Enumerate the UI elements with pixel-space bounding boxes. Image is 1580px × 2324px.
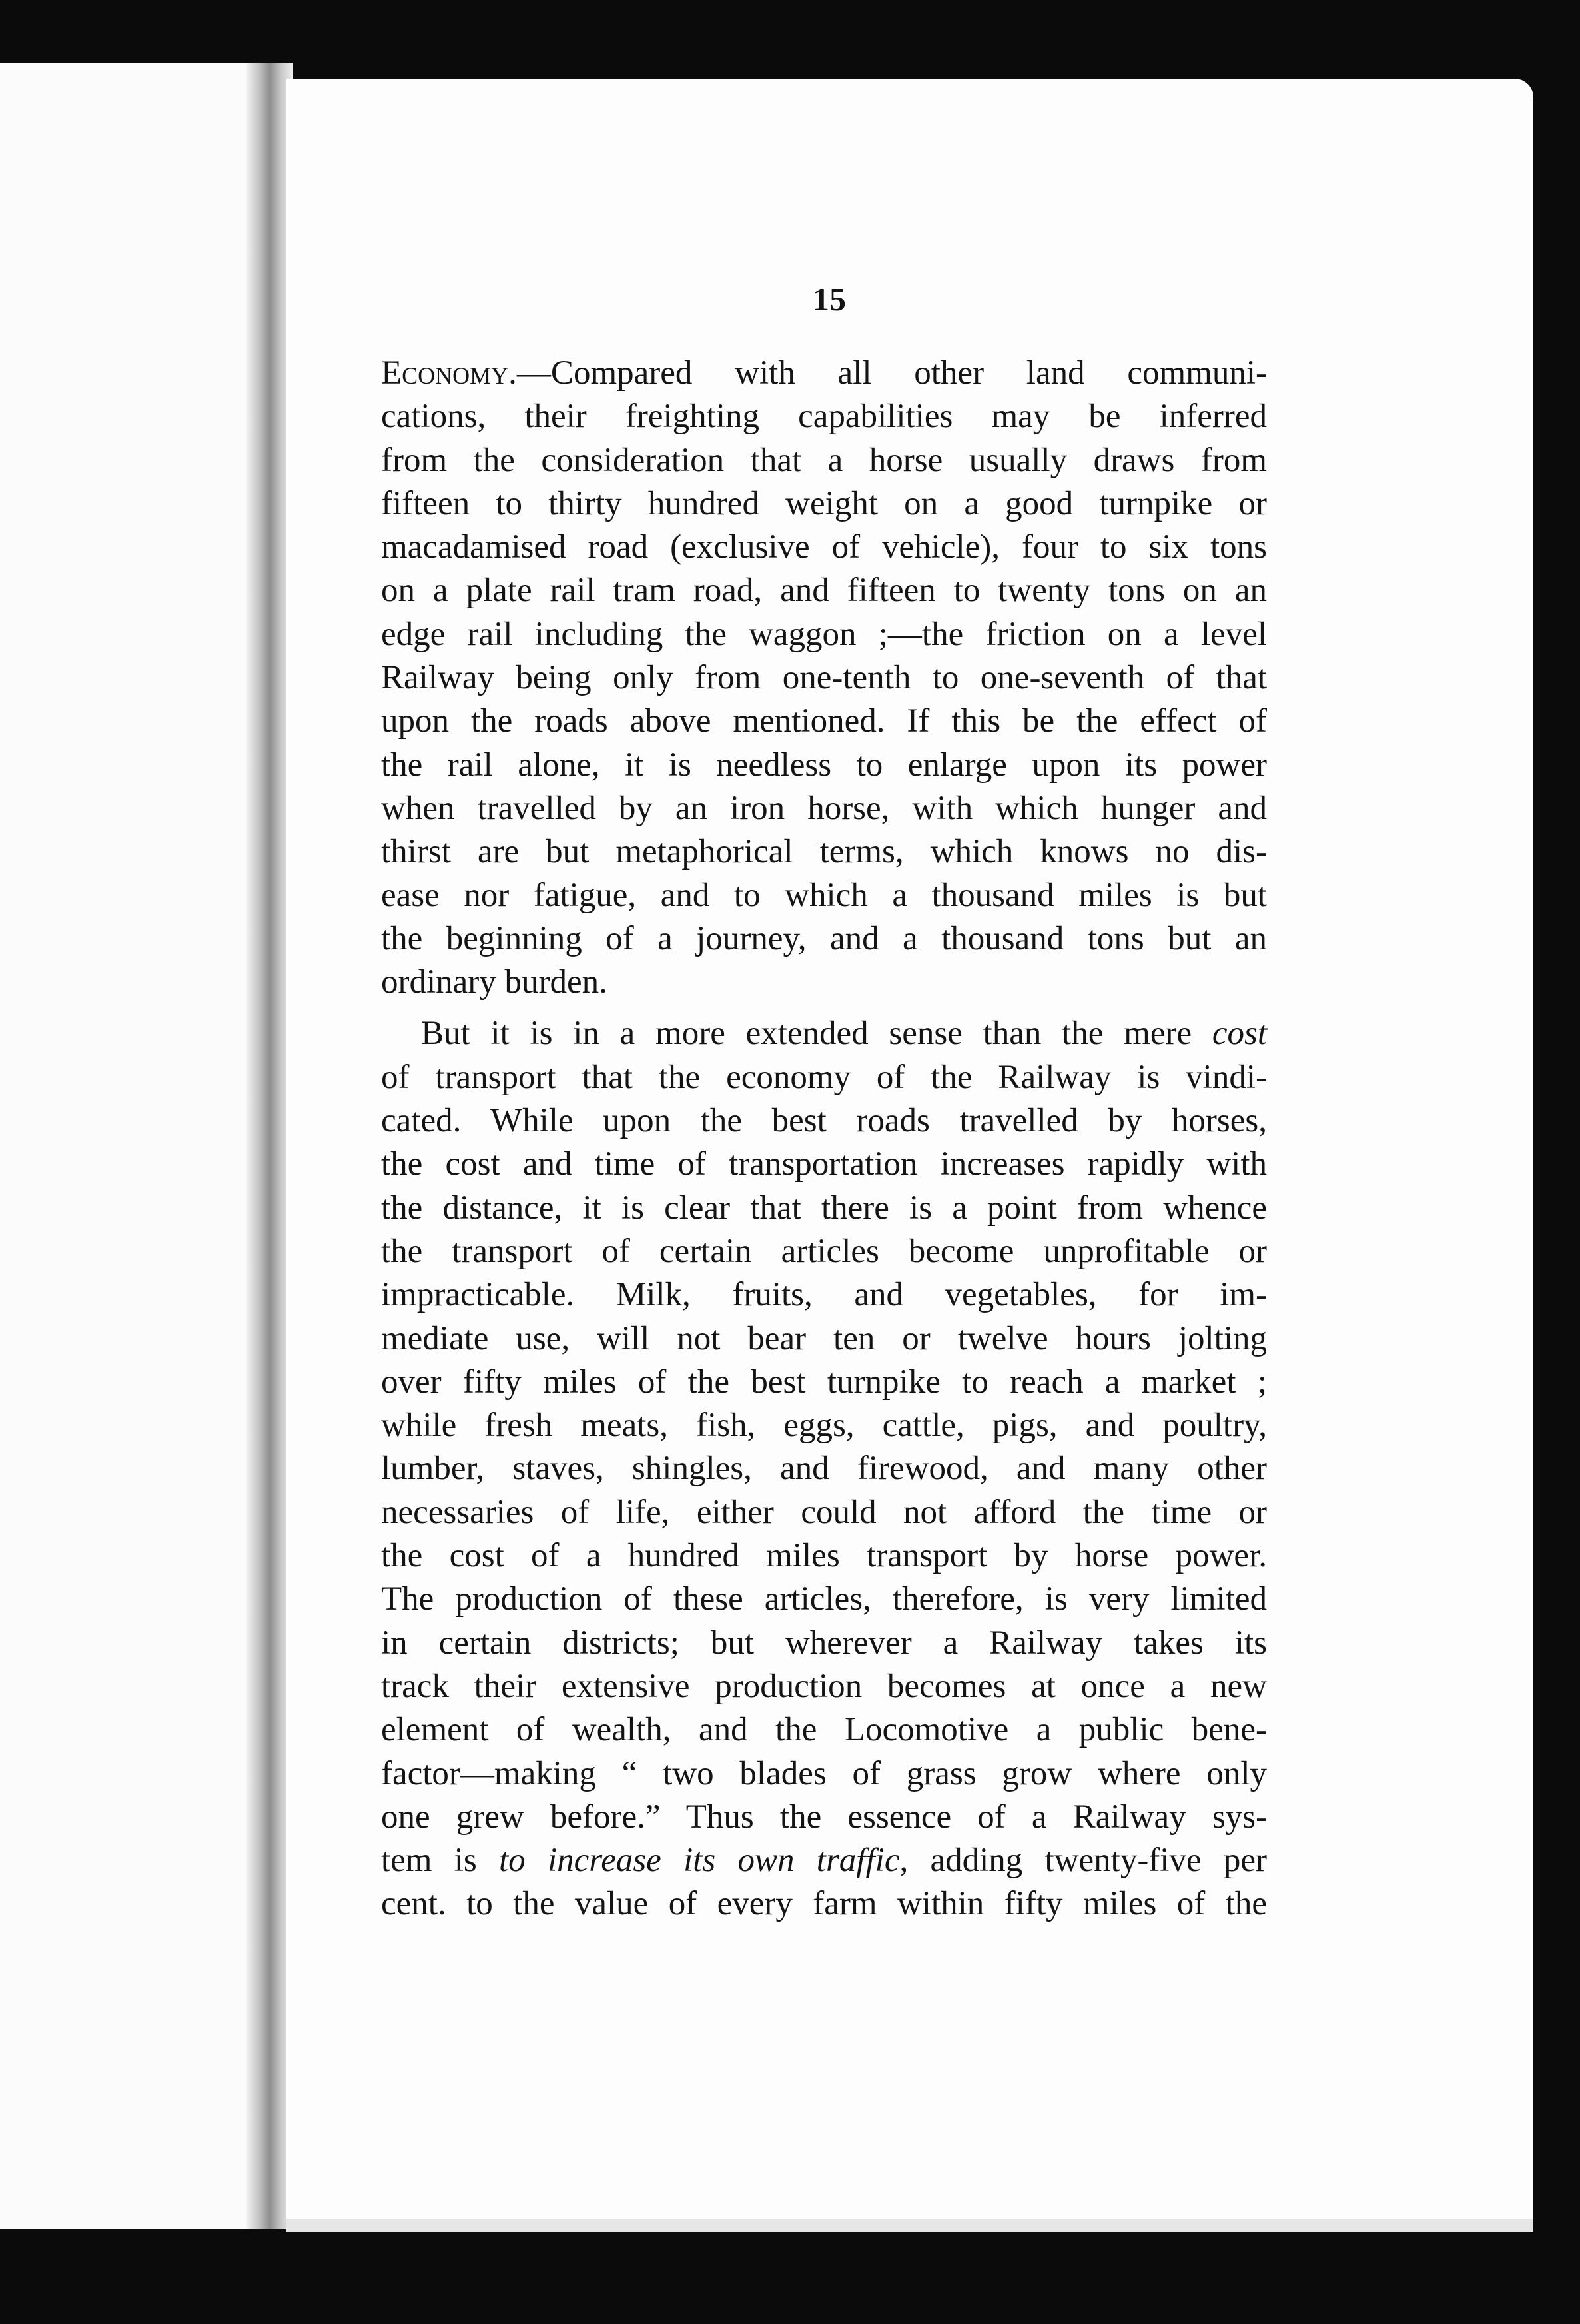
text-line: necessaries of life, either could not afford the time or bbox=[381, 1493, 1267, 1531]
text-line: cations, their freighting capabilities may be inferred bbox=[381, 398, 1267, 436]
text-line: upon the roads above mentioned. If this be the effect of bbox=[381, 702, 1267, 740]
text-line: ordinary burden. bbox=[381, 963, 607, 1001]
text-line: while fresh meats, fish, eggs, cattle, pigs, and poultry, bbox=[381, 1407, 1267, 1445]
text-line: macadamised road (exclusive of vehicle), four to six tons bbox=[381, 528, 1267, 566]
text-line: in certain districts; but wherever a Railway takes its bbox=[381, 1624, 1267, 1662]
text-line: the transport of certain articles become unprofitable or bbox=[381, 1232, 1267, 1270]
text-line: one grew before.” Thus the essence of a Railway sys- bbox=[381, 1798, 1267, 1836]
text-line: the distance, it is clear that there is a point from whence bbox=[381, 1189, 1267, 1227]
text-line: Economy.—Compared with all other land communi- bbox=[381, 354, 1267, 392]
text-line: Railway being only from one-tenth to one-seventh of that bbox=[381, 659, 1267, 697]
facing-page-text bbox=[0, 63, 273, 2229]
text-line: over fifty miles of the best turnpike to reach a market ; bbox=[381, 1363, 1267, 1401]
text-line: cated. While upon the best roads travelled by horses, bbox=[381, 1102, 1267, 1140]
text-line: on a plate rail tram road, and fifteen to twenty tons on an bbox=[381, 572, 1267, 610]
text-line: the cost and time of transportation increases rapidly with bbox=[381, 1145, 1267, 1183]
page-bottom-edge bbox=[286, 2219, 1533, 2232]
page-number: 15 bbox=[813, 281, 846, 318]
text-line: mediate use, will not bear ten or twelve hours jolting bbox=[381, 1319, 1267, 1357]
facing-page bbox=[0, 63, 273, 2229]
text-line: ease nor fatigue, and to which a thousand miles is but bbox=[381, 876, 1267, 914]
text-line: edge rail including the waggon ;—the friction on a level bbox=[381, 615, 1267, 653]
text-line: the rail alone, it is needless to enlarge upon its power bbox=[381, 746, 1267, 784]
text-line: tem is to increase its own traffic, adding twenty-five per bbox=[381, 1842, 1267, 1880]
text-line: the beginning of a journey, and a thousand tons but an bbox=[381, 919, 1267, 957]
text-line: factor—making “ two blades of grass grow where only bbox=[381, 1754, 1267, 1792]
text-line: from the consideration that a horse usually draws from bbox=[381, 441, 1267, 479]
text-line: element of wealth, and the Locomotive a public bene- bbox=[381, 1711, 1267, 1749]
text-line: impracticable. Milk, fruits, and vegetables, for im- bbox=[381, 1276, 1267, 1314]
text-line: when travelled by an iron horse, with which hunger and bbox=[381, 789, 1267, 827]
text-line: The production of these articles, therefore, is very limited bbox=[381, 1580, 1267, 1618]
text-line: thirst are but metaphorical terms, which knows no dis- bbox=[381, 833, 1267, 871]
text-line: fifteen to thirty hundred weight on a good turnpike or bbox=[381, 484, 1267, 522]
text-line: lumber, staves, shingles, and firewood, and many other bbox=[381, 1450, 1267, 1488]
text-line: But it is in a more extended sense than the mere cost bbox=[421, 1015, 1267, 1053]
section-heading: Economy. bbox=[381, 354, 517, 392]
text-line: track their extensive production becomes at once a new bbox=[381, 1667, 1267, 1705]
text-line: the cost of a hundred miles transport by horse power. bbox=[381, 1537, 1267, 1575]
text-line: of transport that the economy of the Railway is vindi- bbox=[381, 1058, 1267, 1096]
text-line: cent. to the value of every farm within fifty miles of the bbox=[381, 1885, 1267, 1923]
body-text bbox=[381, 352, 1267, 1926]
